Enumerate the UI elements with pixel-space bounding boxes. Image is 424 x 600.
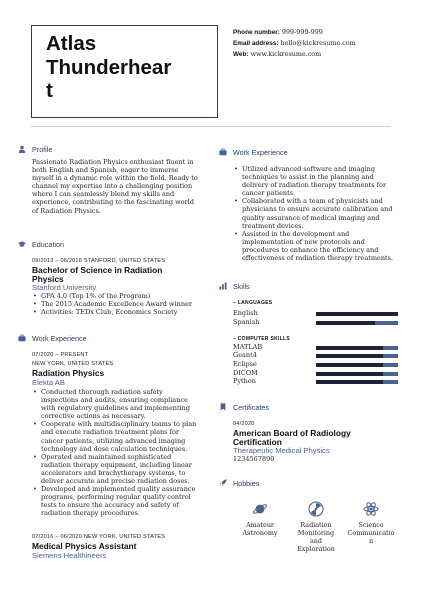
languages-label: – LANGUAGES (233, 300, 273, 306)
list-item: • Activities: TEDx Club, Economics Society (32, 308, 192, 316)
profile-heading: Profile (17, 144, 52, 154)
chart-icon (218, 281, 228, 291)
list-item: • Assisted in the development and implementation of new protocols and procedures to enhance the efficiency and effectiveness of radiation therapy treatments. (233, 230, 393, 262)
list-item: • Utilized advanced software and imaging techniques to assist in the planning and delivery of radiation therapy treatments for cancer patients. (233, 165, 393, 197)
list-item: • GPA 4.0 (Top 1% of the Program) (32, 292, 192, 300)
education-degree: Bachelor of Science in Radiation Physics (32, 265, 163, 284)
certificate-issuer: Therapeutic Medical Physics (233, 446, 330, 455)
name-line-1: Atlas (46, 32, 97, 55)
contact-web: Web: www.kickresume.com (233, 50, 322, 58)
skill-matlab: MATLAB (233, 343, 263, 351)
hobby-radiation-monitoring: Radiation Monitoring and Exploration (286, 501, 346, 553)
hobbies-heading: Hobbies (218, 478, 259, 488)
phone-value: 999-999-999 (281, 28, 323, 36)
computer-skills-label: – COMPUTER SKILLS (233, 336, 291, 342)
skill-dicom: DICOM (233, 369, 258, 377)
skill-bar-spanish (316, 321, 398, 325)
bookmark-icon (218, 402, 228, 412)
job1-title: Radiation Physics (32, 368, 105, 378)
list-item: • Operated and maintained sophisticated radiation therapy equipment, including linear accelerators and brachytherapy systems, to deliver accurate and precise radiation doses. (32, 453, 196, 485)
skill-bar-python (316, 380, 398, 384)
person-icon (17, 144, 27, 154)
skill-bar-eclipse (316, 363, 398, 367)
skill-english: English (233, 309, 258, 317)
contact-block (233, 27, 356, 60)
work-experience-heading-continued: Work Experience (218, 147, 288, 157)
contact-phone: Phone number: 999-999-999 (233, 28, 323, 36)
certificates-heading: Certificates (218, 402, 269, 412)
list-item: • Developed and implemented quality assurance programs, performing regular quality control tests to ensure the accuracy and safety of radiation therapy procedures. (32, 485, 196, 517)
job1-org: Elekta AB (32, 378, 65, 387)
planet-icon (230, 501, 290, 517)
skill-bar-matlab (316, 346, 398, 350)
briefcase-icon (17, 333, 27, 343)
list-item: • Conducted thorough radiation safety inspections and audits, ensuring compliance with regulatory guidelines and implementing corrective actions as necessary. (32, 388, 196, 420)
skill-geant4: Geant4 (233, 351, 257, 359)
briefcase-icon (218, 147, 228, 157)
work-right-bullets (233, 165, 393, 262)
skill-python: Python (233, 377, 256, 385)
job1-location: NEW YORK, UNITED STATES (32, 361, 114, 367)
job1-dates: 07/2020 – PRESENT (32, 352, 89, 358)
profile-text: Passionate Radiation Physics enthusiast fluent in both English and Spanish, eager to immerse myself in a dynamic role within the field. Ready to channel my expertise into a challenging position where I can seamlessly blend my skills and experience, contributing to the fascinating world of Radiation Physics. (32, 158, 198, 215)
education-meta: 09/2013 – 06/2016 STANFORD, UNITED STATES (32, 258, 166, 264)
education-bullets (32, 292, 192, 316)
job1-bullets (32, 388, 196, 518)
hobby-amateur-astronomy: Amateur Astronomy (230, 501, 290, 537)
name-line-3: t (46, 79, 53, 102)
atom-icon (341, 501, 401, 517)
certificate-number: 1234567890 (233, 455, 275, 463)
list-item: • Cooperate with multidisciplinary teams to plan and execute radiation treatment plans for cancer patients, utilizing advanced imaging technology and dose calculation techniques. (32, 420, 196, 452)
work-experience-heading: Work Experience (17, 333, 87, 343)
skill-eclipse: Eclipse (233, 360, 257, 368)
email-value[interactable]: hello@kickresume.com (280, 39, 356, 47)
certificate-title: American Board of Radiology Certification (233, 428, 351, 447)
header-divider (31, 126, 391, 127)
skill-bar-dicom (316, 372, 398, 376)
radiation-icon (286, 501, 346, 517)
name-line-2: Thunderhear (46, 55, 172, 79)
skill-bar-geant4 (316, 354, 398, 358)
skill-spanish: Spanish (233, 318, 260, 326)
skills-heading: Skills (218, 281, 250, 291)
hobby-science-communication: Science Communicatio n (341, 501, 401, 545)
list-item: • Collaborated with a team of physicists and physicians to ensure accurate calibration and quality assurance of medical imaging and treatment devices. (233, 197, 393, 229)
rocket-icon (218, 478, 228, 488)
education-heading: Education (17, 239, 64, 249)
web-value[interactable]: www.kickresume.com (250, 50, 322, 58)
job2-org: Siemens Healthineers (32, 551, 107, 560)
job2-title: Medical Physics Assistant (32, 541, 137, 551)
job2-meta: 07/2016 – 06/2020 NEW YORK, UNITED STATES (32, 534, 166, 540)
certificate-date: 04/2020 (233, 421, 255, 427)
name-box (31, 25, 218, 118)
graduation-cap-icon (17, 239, 27, 249)
education-school: Stanford University (32, 283, 97, 292)
skill-bar-english (316, 312, 398, 316)
contact-email: Email address: hello@kickresume.com (233, 39, 356, 47)
list-item: • The 2015 Academic Excellence Award winner (32, 300, 192, 308)
